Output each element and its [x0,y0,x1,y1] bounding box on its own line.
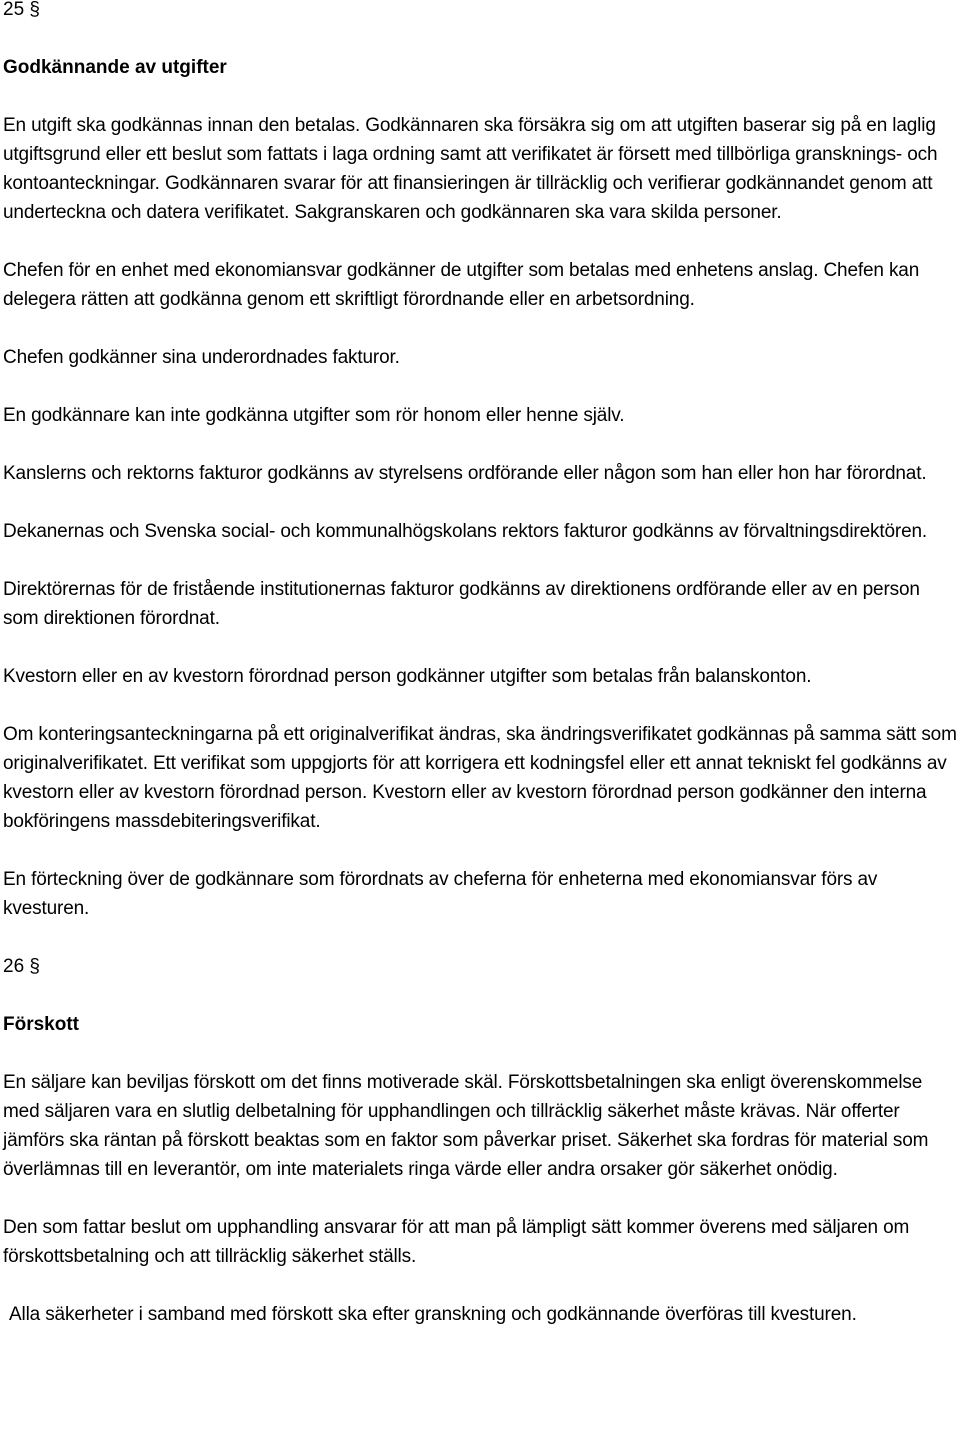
paragraph: Chefen godkänner sina underordnades fakturor. [3,347,400,368]
paragraph: Om konteringsanteckningarna på ett originalverifikat ändras, ska ändringsverifikatet godkännas på samma sätt som originalverifikatet. Ett verifikat som uppgjorts för att korrigera ett kodningsfel eller ett annat tekniskt fel godkänns av kvestorn eller av kvestorn förordnad person. Kvestorn eller av kvestorn förordnad person godkänner den interna bokföringens massdebiteringsverifikat. [3,724,957,832]
paragraph: Direktörernas för de fristående institutionernas fakturor godkänns av direktionens ordförande eller av en person som direktionen förordnat. [3,579,920,629]
document-page [3,0,958,1329]
paragraph [3,111,958,227]
paragraph: Den som fattar beslut om upphandling ansvarar för att man på lämpligt sätt kommer överens med säljaren om förskottsbetalning och att tillräcklig säkerhet ställs. [3,1217,910,1267]
paragraph: Dekanernas och Svenska social- och kommunalhögskolans rektors fakturor godkänns av förvaltningsdirektören. [3,521,928,542]
paragraph: Alla säkerheter i samband med förskott ska efter granskning och godkännande överföras till kvesturen. [9,1304,857,1325]
section-title: Förskott [3,1014,79,1035]
paragraph: Chefen för en enhet med ekonomiansvar godkänner de utgifter som betalas med enhetens anslag. Chefen kan delegera rätten att godkänna genom ett skriftligt förordnande eller en arbetsordning. [3,260,920,310]
paragraph: Kvestorn eller en av kvestorn förordnad person godkänner utgifter som betalas från balanskonton. [3,666,812,687]
paragraph: En säljare kan beviljas förskott om det finns motiverade skäl. Förskottsbetalningen ska enligt överenskommelse med säljaren vara en slutlig delbetalning för upphandlingen och tillräcklig säkerhet måste krävas. När offerter jämförs ska räntan på förskott beaktas som en faktor som påverkar priset. Säkerhet ska fordras för material som överlämnas till en leverantör, om inte materialets ringa värde eller andra orsaker gör säkerhet onödig. [3,1072,929,1180]
paragraph-part: En utgift ska godkännas innan den betalas. Godkännaren ska försäkra sig om att utgiften baserar sig på en laglig utgiftsgrund eller ett beslut som fattats i laga ordning samt att verifikatet är försett med tillbörliga gransknings- och kontoanteckningar. [3,115,938,194]
paragraph: Kanslerns och rektorns fakturor godkänns av styrelsens ordförande eller någon som han eller hon har förordnat. [3,463,927,484]
paragraph: En godkännare kan inte godkänna utgifter som rör honom eller henne själv. [3,405,625,426]
section-number: 26 § [3,956,40,977]
paragraph: En förteckning över de godkännare som förordnats av cheferna för enheterna med ekonomiansvar förs av kvesturen. [3,869,878,919]
paragraph-part: Godkännaren svarar för att finansieringen är tillräcklig och verifierar godkännandet genom att underteckna och datera verifikatet. Sakgranskaren och godkännaren ska vara skilda personer. [3,173,933,223]
section-title: Godkännande av utgifter [3,57,227,78]
section-number: 25 § [3,0,40,20]
